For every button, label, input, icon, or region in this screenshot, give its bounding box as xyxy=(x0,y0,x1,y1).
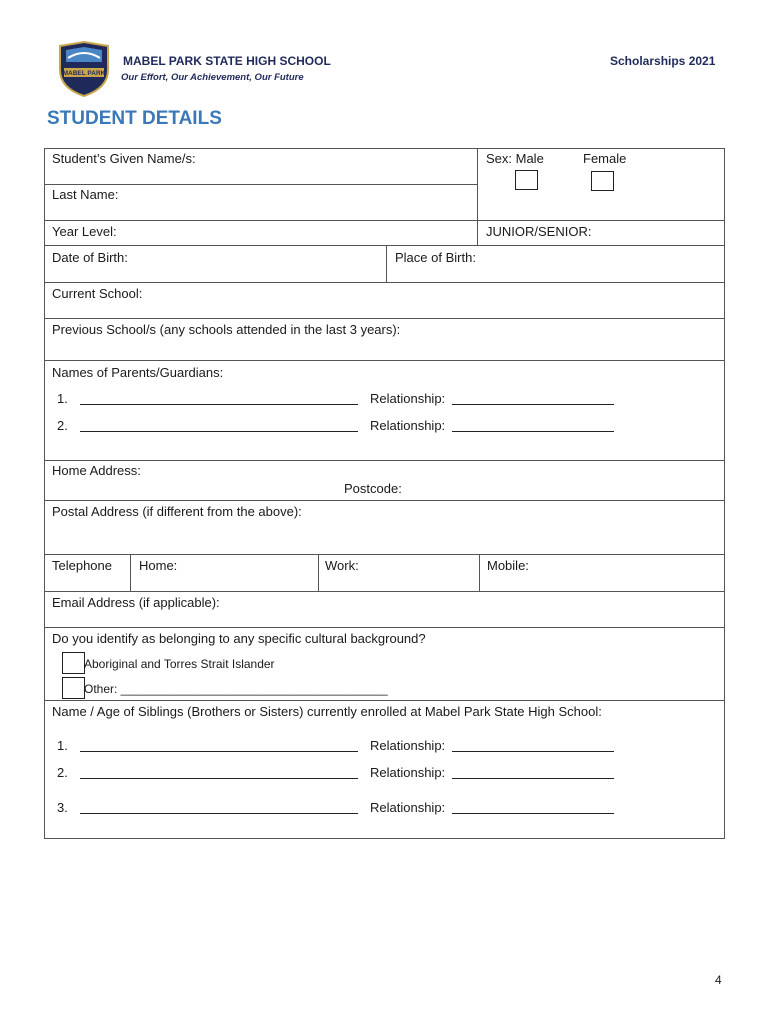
sibling-1-num: 1. xyxy=(57,738,68,753)
page-number: 4 xyxy=(715,973,722,987)
sibling-3-line[interactable] xyxy=(80,813,358,814)
sibling-2-relationship: Relationship: xyxy=(370,765,446,780)
sibling-3-num: 3. xyxy=(57,800,68,815)
section-title: STUDENT DETAILS xyxy=(47,108,222,129)
sibling-2-line[interactable] xyxy=(80,778,358,779)
sibling-1-relationship-line[interactable] xyxy=(452,751,614,752)
current-school-label: Current School: xyxy=(52,286,143,301)
junior-senior-label: JUNIOR/SENIOR: xyxy=(486,224,592,239)
male-checkbox[interactable] xyxy=(515,170,538,190)
email-label: Email Address (if applicable): xyxy=(52,595,220,610)
mobile-phone-label: Mobile: xyxy=(487,558,529,573)
female-checkbox[interactable] xyxy=(591,171,614,191)
sibling-1-line[interactable] xyxy=(80,751,358,752)
parent-1-line[interactable] xyxy=(80,404,358,405)
other-checkbox[interactable] xyxy=(62,677,85,699)
other-label: Other: ________________________________________ xyxy=(84,682,388,696)
parent-2-relationship-line[interactable] xyxy=(452,431,614,432)
dob-label: Date of Birth: xyxy=(52,250,128,265)
given-names-label: Student’s Given Name/s: xyxy=(52,151,196,166)
sex-male-label: Sex: Male xyxy=(486,151,544,166)
svg-text:MABEL PARK: MABEL PARK xyxy=(62,70,106,77)
sibling-2-num: 2. xyxy=(57,765,68,780)
home-address-label: Home Address: xyxy=(52,463,141,478)
document-title: Scholarships 2021 xyxy=(610,54,716,68)
parent-2-relationship: Relationship: xyxy=(370,418,446,433)
telephone-label: Telephone xyxy=(52,558,112,573)
postal-address-label: Postal Address (if different from the above): xyxy=(52,504,302,519)
cultural-question: Do you identify as belonging to any specific cultural background? xyxy=(52,631,426,646)
school-motto: Our Effort, Our Achievement, Our Future xyxy=(121,72,304,83)
postcode-label: Postcode: xyxy=(344,481,402,496)
sibling-3-relationship: Relationship: xyxy=(370,800,446,815)
parent-1-relationship-line[interactable] xyxy=(452,404,614,405)
previous-school-label: Previous School/s (any schools attended in the last 3 years): xyxy=(52,322,401,337)
last-name-label: Last Name: xyxy=(52,187,119,202)
parent-2-line[interactable] xyxy=(80,431,358,432)
work-phone-label: Work: xyxy=(325,558,359,573)
sibling-2-relationship-line[interactable] xyxy=(452,778,614,779)
pob-label: Place of Birth: xyxy=(395,250,476,265)
aboriginal-checkbox[interactable] xyxy=(62,652,85,674)
sibling-1-relationship: Relationship: xyxy=(370,738,446,753)
year-level-label: Year Level: xyxy=(52,224,117,239)
parents-label: Names of Parents/Guardians: xyxy=(52,365,224,380)
aboriginal-label: Aboriginal and Torres Strait Islander xyxy=(84,657,275,671)
parent-1-relationship: Relationship: xyxy=(370,391,446,406)
parent-1-num: 1. xyxy=(57,391,68,406)
sibling-3-relationship-line[interactable] xyxy=(452,813,614,814)
school-logo xyxy=(56,40,112,98)
school-name: MABEL PARK STATE HIGH SCHOOL xyxy=(123,54,331,68)
sex-female-label: Female xyxy=(583,151,627,166)
home-phone-label: Home: xyxy=(139,558,178,573)
parent-2-num: 2. xyxy=(57,418,68,433)
siblings-label: Name / Age of Siblings (Brothers or Sisters) currently enrolled at Mabel Park State High School: xyxy=(52,704,602,719)
